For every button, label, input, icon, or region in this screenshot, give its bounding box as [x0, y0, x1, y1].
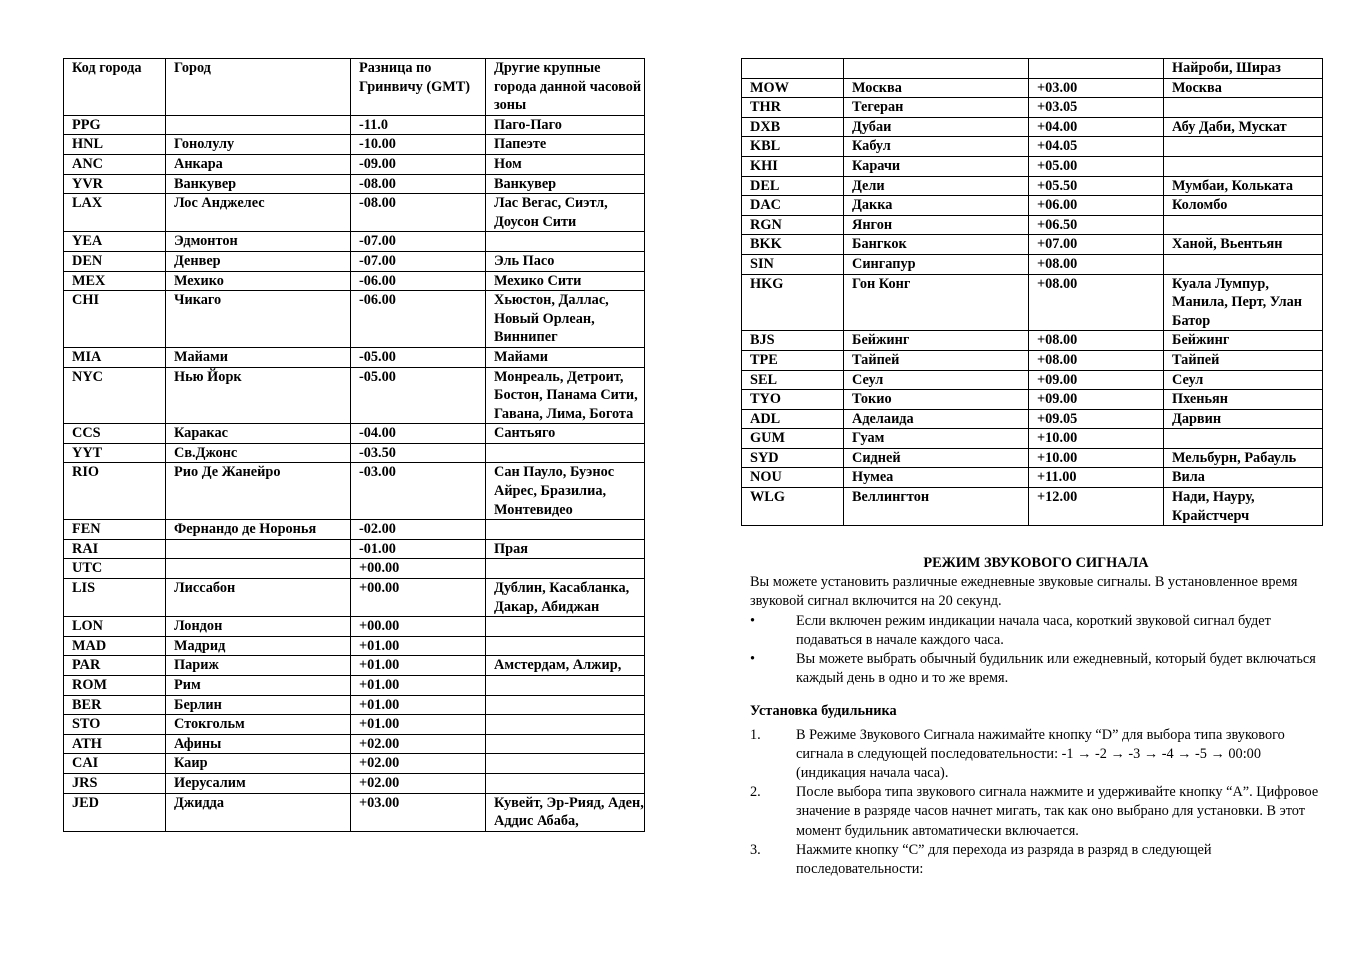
cell-city-code: YYT: [64, 443, 166, 463]
cell-city: Лос Анджелес: [166, 194, 351, 232]
bullet-text: Вы можете выбрать обычный будильник или ежедневный, который будет включаться каждый день в одно и то же время.: [796, 651, 1316, 687]
cell-gmt-offset: +07.00: [1029, 235, 1164, 255]
cell-city: Мадрид: [166, 636, 351, 656]
cell-other-cities: Коломбо: [1164, 196, 1323, 216]
cell-city: Анкара: [166, 154, 351, 174]
cell-gmt-offset: -05.00: [351, 347, 486, 367]
cell-gmt-offset: -03.00: [351, 463, 486, 520]
cell-city-code: HKG: [742, 274, 844, 331]
table-row: [742, 409, 1323, 429]
table-row: [64, 636, 645, 656]
cell-city: Иерусалим: [166, 773, 351, 793]
cell-gmt-offset: -01.00: [351, 539, 486, 559]
cell-other-cities: Амстердам, Алжир,: [486, 656, 645, 676]
table-row: [742, 390, 1323, 410]
table-row: [742, 137, 1323, 157]
cell-other-cities: [486, 443, 645, 463]
cell-other-cities: [1164, 429, 1323, 449]
cell-other-cities: Сан Пауло, Буэнос Айрес, Бразилиа, Монтевидео: [486, 463, 645, 520]
cell-city: Веллингтон: [844, 488, 1029, 526]
table-row: [742, 59, 1323, 79]
table-row: [742, 215, 1323, 235]
cell-other-cities: [1164, 156, 1323, 176]
cell-city-code: ROM: [64, 676, 166, 696]
table-row: [64, 617, 645, 637]
cell-city-code: TPE: [742, 350, 844, 370]
cell-gmt-offset: +01.00: [351, 695, 486, 715]
cell-city-code: LIS: [64, 579, 166, 617]
cell-city: Кабул: [844, 137, 1029, 157]
cell-gmt-offset: -06.00: [351, 271, 486, 291]
cell-city-code: LAX: [64, 194, 166, 232]
cell-gmt-offset: +03.05: [1029, 98, 1164, 118]
cell-city: Денвер: [166, 251, 351, 271]
table-row: [64, 194, 645, 232]
cell-other-cities: Мехико Сити: [486, 271, 645, 291]
cell-city-code: GUM: [742, 429, 844, 449]
cell-gmt-offset: +09.00: [1029, 370, 1164, 390]
alarm-intro: Вы можете установить различные ежедневные звуковые сигналы. В установленное время звуковой сигнал включится на 20 секунд.: [750, 574, 1298, 610]
cell-gmt-offset: +03.00: [1029, 78, 1164, 98]
cell-city-code: [742, 59, 844, 79]
step-number: 1.: [750, 726, 761, 743]
table-row: [64, 463, 645, 520]
table-row: [64, 424, 645, 444]
cell-city: Москва: [844, 78, 1029, 98]
cell-city-code: WLG: [742, 488, 844, 526]
table-row: [742, 370, 1323, 390]
cell-gmt-offset: -08.00: [351, 174, 486, 194]
cell-gmt-offset: -11.0: [351, 115, 486, 135]
cell-city: Стокгольм: [166, 715, 351, 735]
cell-city: Нью Йорк: [166, 367, 351, 424]
cell-gmt-offset: +02.00: [351, 754, 486, 774]
table-row: [64, 734, 645, 754]
cell-city: [166, 539, 351, 559]
table-row: [64, 154, 645, 174]
cell-other-cities: Бейжинг: [1164, 331, 1323, 351]
cell-gmt-offset: -09.00: [351, 154, 486, 174]
table-row: [742, 156, 1323, 176]
table-row: [742, 254, 1323, 274]
cell-city: Эдмонтон: [166, 232, 351, 252]
bullet-mark: •: [750, 612, 756, 629]
cell-city-code: JRS: [64, 773, 166, 793]
cell-city: Майами: [166, 347, 351, 367]
cell-city: [166, 559, 351, 579]
alarm-bullet-list: [750, 612, 1322, 689]
cell-city: Лондон: [166, 617, 351, 637]
table-row: [64, 773, 645, 793]
cell-city: Гуам: [844, 429, 1029, 449]
cell-city-code: UTC: [64, 559, 166, 579]
cell-gmt-offset: +04.00: [1029, 117, 1164, 137]
cell-gmt-offset: +06.00: [1029, 196, 1164, 216]
cell-city-code: MIA: [64, 347, 166, 367]
alarm-mode-section: [750, 554, 1322, 879]
cell-other-cities: Хьюстон, Даллас, Новый Орлеан, Виннипег: [486, 291, 645, 348]
cell-city: Чикаго: [166, 291, 351, 348]
cell-gmt-offset: +10.00: [1029, 429, 1164, 449]
cell-city-code: DXB: [742, 117, 844, 137]
cell-city: Тайпей: [844, 350, 1029, 370]
cell-other-cities: [486, 636, 645, 656]
cell-city-code: MEX: [64, 271, 166, 291]
cell-city: Гонолулу: [166, 135, 351, 155]
cell-city: Каракас: [166, 424, 351, 444]
step-number: 2.: [750, 784, 761, 801]
cell-gmt-offset: +01.00: [351, 656, 486, 676]
table-row: [64, 251, 645, 271]
cell-gmt-offset: -07.00: [351, 232, 486, 252]
table-row: [64, 579, 645, 617]
cell-other-cities: Эль Пасо: [486, 251, 645, 271]
table-row: [742, 235, 1323, 255]
table-row: [64, 291, 645, 348]
cell-gmt-offset: [1029, 59, 1164, 79]
table-row: [64, 232, 645, 252]
table-row: [742, 176, 1323, 196]
table-row: [64, 793, 645, 831]
cell-other-cities: Папеэте: [486, 135, 645, 155]
table-row: [64, 347, 645, 367]
cell-other-cities: Пхеньян: [1164, 390, 1323, 410]
table-row: [742, 468, 1323, 488]
cell-gmt-offset: -02.00: [351, 520, 486, 540]
cell-city-code: NOU: [742, 468, 844, 488]
cell-gmt-offset: +12.00: [1029, 488, 1164, 526]
table-row: [64, 695, 645, 715]
cell-gmt-offset: +08.00: [1029, 331, 1164, 351]
cell-other-cities: [486, 695, 645, 715]
cell-city-code: RIO: [64, 463, 166, 520]
cell-city: [844, 59, 1029, 79]
cell-city-code: KBL: [742, 137, 844, 157]
table-row: [742, 78, 1323, 98]
table-header-row: [64, 59, 645, 116]
cell-other-cities: Вила: [1164, 468, 1323, 488]
cell-city-code: NYC: [64, 367, 166, 424]
list-item: [750, 783, 1322, 841]
list-item: [750, 841, 1322, 879]
cell-city: Лиссабон: [166, 579, 351, 617]
cell-other-cities: Монреаль, Детроит, Бостон, Панама Сити, Гавана, Лима, Богота: [486, 367, 645, 424]
cell-city-code: BER: [64, 695, 166, 715]
cell-gmt-offset: +08.00: [1029, 274, 1164, 331]
cell-other-cities: [486, 232, 645, 252]
cell-city: Мехико: [166, 271, 351, 291]
cell-city: Джидда: [166, 793, 351, 831]
cell-city-code: SIN: [742, 254, 844, 274]
cell-other-cities: Лас Вегас, Сиэтл, Доусон Сити: [486, 194, 645, 232]
cell-city-code: ANC: [64, 154, 166, 174]
alarm-section-title: РЕЖИМ ЗВУКОВОГО СИГНАЛА: [923, 555, 1149, 571]
cell-other-cities: Сеул: [1164, 370, 1323, 390]
timezone-table-left: [63, 58, 645, 832]
cell-gmt-offset: +11.00: [1029, 468, 1164, 488]
header-gmt-offset: Разница по Гринвичу (GMT): [351, 59, 486, 116]
table-row: [64, 271, 645, 291]
table-row: [64, 174, 645, 194]
alarm-setup-subtitle: Установка будильника: [750, 703, 897, 720]
cell-city: Дубаи: [844, 117, 1029, 137]
cell-gmt-offset: -08.00: [351, 194, 486, 232]
cell-other-cities: [486, 559, 645, 579]
cell-gmt-offset: +05.00: [1029, 156, 1164, 176]
cell-city: Янгон: [844, 215, 1029, 235]
cell-gmt-offset: +02.00: [351, 773, 486, 793]
table-row: [742, 117, 1323, 137]
cell-city: Карачи: [844, 156, 1029, 176]
cell-city: Сеул: [844, 370, 1029, 390]
cell-city-code: BJS: [742, 331, 844, 351]
cell-other-cities: Дублин, Касабланка, Дакар, Абиджан: [486, 579, 645, 617]
cell-city: Берлин: [166, 695, 351, 715]
cell-city-code: YVR: [64, 174, 166, 194]
cell-city-code: JED: [64, 793, 166, 831]
cell-gmt-offset: +03.00: [351, 793, 486, 831]
cell-city-code: RGN: [742, 215, 844, 235]
cell-gmt-offset: +00.00: [351, 559, 486, 579]
cell-other-cities: [1164, 98, 1323, 118]
step-text: В Режиме Звукового Сигнала нажимайте кнопку “D” для выбора типа звукового сигнала в следующей последовательности: -1 → -2 → -3 → -4 → -5 → 00:00 (индикация начала часа).: [796, 726, 1285, 782]
cell-gmt-offset: +01.00: [351, 715, 486, 735]
cell-gmt-offset: -06.00: [351, 291, 486, 348]
table-row: [742, 488, 1323, 526]
cell-other-cities: Найроби, Шираз: [1164, 59, 1323, 79]
cell-city-code: HNL: [64, 135, 166, 155]
cell-city: Сингапур: [844, 254, 1029, 274]
step-number: 3.: [750, 841, 761, 858]
step-text: Нажмите кнопку “C” для перехода из разряда в разряд в следующей последовательности:: [796, 841, 1212, 878]
cell-other-cities: Кувейт, Эр-Рияд, Аден, Аддис Абаба,: [486, 793, 645, 831]
cell-other-cities: Майами: [486, 347, 645, 367]
table-row: [64, 367, 645, 424]
cell-city-code: RAI: [64, 539, 166, 559]
cell-city-code: MAD: [64, 636, 166, 656]
cell-other-cities: [486, 773, 645, 793]
cell-other-cities: Мумбаи, Кольката: [1164, 176, 1323, 196]
cell-other-cities: [1164, 137, 1323, 157]
cell-other-cities: Мельбурн, Рабауль: [1164, 448, 1323, 468]
cell-city-code: YEA: [64, 232, 166, 252]
cell-city-code: PAR: [64, 656, 166, 676]
cell-gmt-offset: +01.00: [351, 676, 486, 696]
bullet-text: Если включен режим индикации начала часа, короткий звуковой сигнал будет подаваться в начале каждого часа.: [796, 612, 1271, 648]
cell-other-cities: [486, 754, 645, 774]
header-city: Город: [166, 59, 351, 116]
cell-city: Дели: [844, 176, 1029, 196]
cell-city-code: ADL: [742, 409, 844, 429]
cell-other-cities: Паго-Паго: [486, 115, 645, 135]
cell-city-code: STO: [64, 715, 166, 735]
table-row: [64, 135, 645, 155]
cell-gmt-offset: +10.00: [1029, 448, 1164, 468]
cell-city: Ванкувер: [166, 174, 351, 194]
cell-other-cities: [486, 617, 645, 637]
cell-gmt-offset: -03.50: [351, 443, 486, 463]
cell-other-cities: Абу Даби, Мускат: [1164, 117, 1323, 137]
table-row: [64, 520, 645, 540]
table-row: [64, 715, 645, 735]
cell-city-code: KHI: [742, 156, 844, 176]
cell-other-cities: [486, 676, 645, 696]
timezone-table-right-body: [742, 59, 1323, 526]
cell-other-cities: [1164, 254, 1323, 274]
cell-city-code: MOW: [742, 78, 844, 98]
cell-other-cities: Ванкувер: [486, 174, 645, 194]
table-row: [64, 656, 645, 676]
cell-other-cities: Куала Лумпур, Манила, Перт, Улан Батор: [1164, 274, 1323, 331]
cell-other-cities: Прая: [486, 539, 645, 559]
cell-gmt-offset: +05.50: [1029, 176, 1164, 196]
table-row: [742, 331, 1323, 351]
cell-gmt-offset: +08.00: [1029, 254, 1164, 274]
table-row: [742, 350, 1323, 370]
cell-city: Бангкок: [844, 235, 1029, 255]
timezone-table-right: [741, 58, 1323, 526]
cell-gmt-offset: +00.00: [351, 579, 486, 617]
cell-other-cities: Тайпей: [1164, 350, 1323, 370]
cell-city-code: SYD: [742, 448, 844, 468]
table-row: [64, 559, 645, 579]
cell-other-cities: Москва: [1164, 78, 1323, 98]
cell-city: Аделаида: [844, 409, 1029, 429]
cell-gmt-offset: -07.00: [351, 251, 486, 271]
cell-city-code: CHI: [64, 291, 166, 348]
cell-gmt-offset: +09.00: [1029, 390, 1164, 410]
cell-city-code: CAI: [64, 754, 166, 774]
cell-city: Дакка: [844, 196, 1029, 216]
cell-city: Рио Де Жанейро: [166, 463, 351, 520]
cell-gmt-offset: +06.50: [1029, 215, 1164, 235]
cell-city-code: ATH: [64, 734, 166, 754]
cell-other-cities: [486, 520, 645, 540]
table-row: [742, 196, 1323, 216]
list-item: [750, 650, 1322, 688]
cell-city: Тегеран: [844, 98, 1029, 118]
table-row: [64, 115, 645, 135]
cell-city: Сидней: [844, 448, 1029, 468]
cell-city: Гон Конг: [844, 274, 1029, 331]
cell-gmt-offset: +01.00: [351, 636, 486, 656]
table-row: [64, 443, 645, 463]
cell-city-code: DEL: [742, 176, 844, 196]
cell-gmt-offset: -10.00: [351, 135, 486, 155]
cell-city-code: DEN: [64, 251, 166, 271]
table-row: [742, 274, 1323, 331]
cell-city-code: LON: [64, 617, 166, 637]
cell-city: Токио: [844, 390, 1029, 410]
cell-city-code: PPG: [64, 115, 166, 135]
cell-city: Бейжинг: [844, 331, 1029, 351]
cell-city: Св.Джонс: [166, 443, 351, 463]
cell-city-code: THR: [742, 98, 844, 118]
cell-city-code: TYO: [742, 390, 844, 410]
cell-gmt-offset: +04.05: [1029, 137, 1164, 157]
cell-gmt-offset: -04.00: [351, 424, 486, 444]
cell-city-code: DAC: [742, 196, 844, 216]
cell-city-code: FEN: [64, 520, 166, 540]
cell-gmt-offset: +02.00: [351, 734, 486, 754]
cell-city: Париж: [166, 656, 351, 676]
cell-other-cities: Сантьяго: [486, 424, 645, 444]
table-row: [64, 676, 645, 696]
cell-city: Рим: [166, 676, 351, 696]
alarm-setup-steps: [750, 726, 1322, 880]
cell-city-code: CCS: [64, 424, 166, 444]
cell-other-cities: [1164, 215, 1323, 235]
table-row: [742, 448, 1323, 468]
cell-city: Нумеа: [844, 468, 1029, 488]
cell-city-code: SEL: [742, 370, 844, 390]
cell-other-cities: Ханой, Вьентьян: [1164, 235, 1323, 255]
cell-gmt-offset: +08.00: [1029, 350, 1164, 370]
cell-city-code: BKK: [742, 235, 844, 255]
table-row: [742, 98, 1323, 118]
table-row: [64, 754, 645, 774]
header-other-cities: Другие крупные города данной часовой зоны: [486, 59, 645, 116]
cell-city: Афины: [166, 734, 351, 754]
cell-city: [166, 115, 351, 135]
cell-city: Каир: [166, 754, 351, 774]
bullet-mark: •: [750, 651, 756, 668]
cell-other-cities: Ном: [486, 154, 645, 174]
cell-gmt-offset: +00.00: [351, 617, 486, 637]
list-item: [750, 612, 1322, 650]
cell-other-cities: Дарвин: [1164, 409, 1323, 429]
table-row: [64, 539, 645, 559]
header-city-code: Код города: [64, 59, 166, 116]
cell-gmt-offset: +09.05: [1029, 409, 1164, 429]
cell-city: Фернандо де Норонья: [166, 520, 351, 540]
list-item: [750, 726, 1322, 784]
step-text: После выбора типа звукового сигнала нажмите и удерживайте кнопку “A”. Цифровое значение в разряде часов начнет мигать, так как оно выбрано для установки. В этот момент будильник автоматически включается.: [796, 784, 1319, 839]
timezone-table-left-body: [64, 115, 645, 831]
cell-gmt-offset: -05.00: [351, 367, 486, 424]
cell-other-cities: Нади, Науру, Крайстчерч: [1164, 488, 1323, 526]
cell-other-cities: [486, 715, 645, 735]
cell-other-cities: [486, 734, 645, 754]
table-row: [742, 429, 1323, 449]
